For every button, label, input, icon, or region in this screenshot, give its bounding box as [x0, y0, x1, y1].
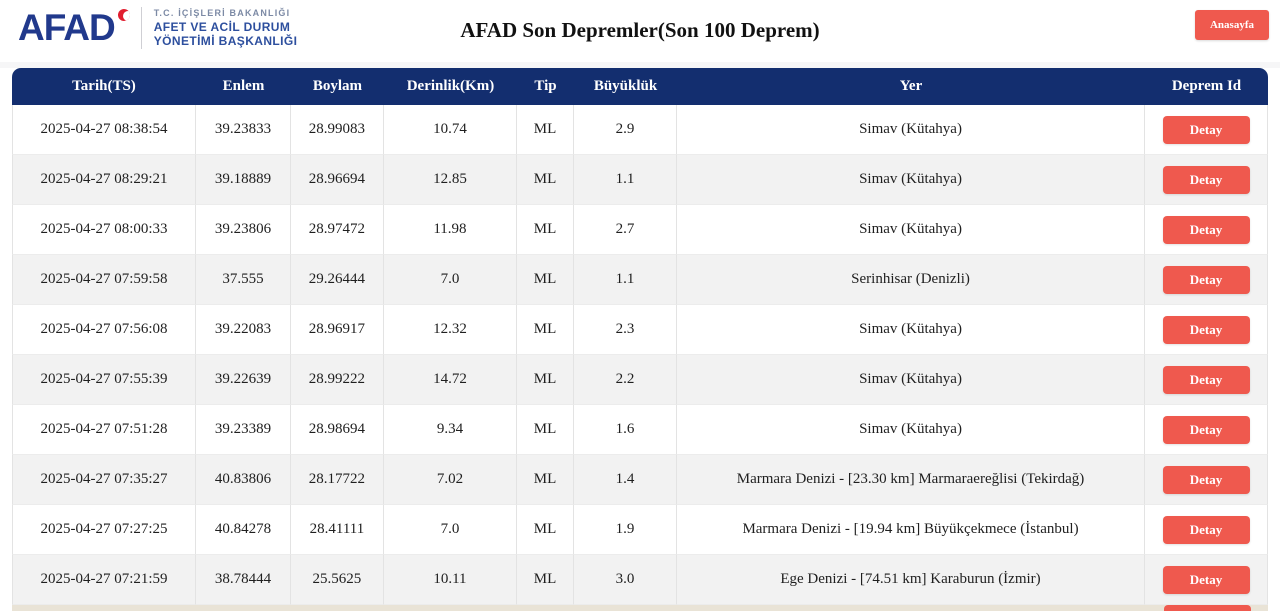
- cell-yer: Simav (Kütahya): [677, 205, 1145, 255]
- cell-enlem: 38.78444: [196, 555, 291, 605]
- cell-buyukluk: 3.0: [574, 555, 677, 605]
- col-header-boylam: Boylam: [291, 68, 384, 105]
- cell-enlem: 39.18889: [196, 155, 291, 205]
- cell-tarih: 2025-04-27 07:51:28: [12, 405, 196, 455]
- cell-deprem-id: [1145, 355, 1268, 405]
- partial-detay-button[interactable]: [1164, 605, 1251, 611]
- earthquake-table-container: [12, 68, 1268, 605]
- cell-derinlik: 11.98: [384, 205, 517, 255]
- cell-tarih: 2025-04-27 07:56:08: [12, 305, 196, 355]
- cell-tip: ML: [517, 555, 574, 605]
- cell-buyukluk: 1.9: [574, 505, 677, 555]
- cell-derinlik: 7.0: [384, 505, 517, 555]
- cell-derinlik: 12.85: [384, 155, 517, 205]
- cell-buyukluk: 1.6: [574, 405, 677, 455]
- cell-boylam: 28.99083: [291, 105, 384, 155]
- table-row: [12, 255, 1268, 305]
- cell-boylam: 28.96694: [291, 155, 384, 205]
- cell-enlem: 39.23833: [196, 105, 291, 155]
- ministry-line-3: YÖNETİMİ BAŞKANLIĞI: [153, 34, 298, 48]
- detay-button[interactable]: Detay: [1163, 166, 1250, 194]
- cell-yer: Simav (Kütahya): [677, 305, 1145, 355]
- cell-enlem: 39.22639: [196, 355, 291, 405]
- cell-tarih: 2025-04-27 07:21:59: [12, 555, 196, 605]
- afad-logo-text: AFAD: [18, 7, 115, 48]
- cell-yer: Serinhisar (Denizli): [677, 255, 1145, 305]
- detay-button[interactable]: Detay: [1163, 516, 1250, 544]
- detay-button[interactable]: Detay: [1163, 216, 1250, 244]
- cell-tip: ML: [517, 405, 574, 455]
- cell-tarih: 2025-04-27 08:00:33: [12, 205, 196, 255]
- cell-buyukluk: 1.4: [574, 455, 677, 505]
- cell-tarih: 2025-04-27 07:27:25: [12, 505, 196, 555]
- cell-buyukluk: 1.1: [574, 255, 677, 305]
- detay-button[interactable]: Detay: [1163, 466, 1250, 494]
- cell-boylam: 28.96917: [291, 305, 384, 355]
- col-header-deprem-id: Deprem Id: [1145, 68, 1268, 105]
- cell-enlem: 39.22083: [196, 305, 291, 355]
- cell-tarih: 2025-04-27 07:55:39: [12, 355, 196, 405]
- cell-enlem: 39.23389: [196, 405, 291, 455]
- table-row: [12, 305, 1268, 355]
- cell-tip: ML: [517, 305, 574, 355]
- cell-buyukluk: 2.7: [574, 205, 677, 255]
- cell-tip: ML: [517, 505, 574, 555]
- cell-deprem-id: [1145, 305, 1268, 355]
- ministry-line-2: AFET VE ACİL DURUM: [153, 20, 291, 34]
- cell-tip: ML: [517, 355, 574, 405]
- table-row: [12, 155, 1268, 205]
- cell-boylam: 28.99222: [291, 355, 384, 405]
- detay-button[interactable]: Detay: [1163, 416, 1250, 444]
- cell-boylam: 28.17722: [291, 455, 384, 505]
- cell-yer: Marmara Denizi - [23.30 km] Marmaraereğlisi (Tekirdağ): [677, 455, 1145, 505]
- detay-button[interactable]: Detay: [1163, 566, 1250, 594]
- cell-derinlik: 10.11: [384, 555, 517, 605]
- table-row: [12, 205, 1268, 255]
- cell-tip: ML: [517, 205, 574, 255]
- table-row: [12, 405, 1268, 455]
- cell-buyukluk: 2.3: [574, 305, 677, 355]
- table-row: [12, 555, 1268, 605]
- col-header-yer: Yer: [677, 68, 1145, 105]
- cell-yer: Ege Denizi - [74.51 km] Karaburun (İzmir): [677, 555, 1145, 605]
- cell-boylam: 29.26444: [291, 255, 384, 305]
- anasayfa-button[interactable]: Anasayfa: [1195, 10, 1269, 40]
- cell-derinlik: 14.72: [384, 355, 517, 405]
- cell-deprem-id: [1145, 255, 1268, 305]
- cell-buyukluk: 2.9: [574, 105, 677, 155]
- cell-enlem: 37.555: [196, 255, 291, 305]
- col-header-enlem: Enlem: [196, 68, 291, 105]
- cell-boylam: 28.41111: [291, 505, 384, 555]
- cell-deprem-id: [1145, 155, 1268, 205]
- cell-derinlik: 12.32: [384, 305, 517, 355]
- cell-deprem-id: [1145, 205, 1268, 255]
- cell-yer: Simav (Kütahya): [677, 105, 1145, 155]
- cell-deprem-id: [1145, 505, 1268, 555]
- table-row: [12, 455, 1268, 505]
- cell-tip: ML: [517, 155, 574, 205]
- cell-tarih: 2025-04-27 08:29:21: [12, 155, 196, 205]
- cell-deprem-id: [1145, 455, 1268, 505]
- detay-button[interactable]: Detay: [1163, 366, 1250, 394]
- cell-enlem: 40.83806: [196, 455, 291, 505]
- col-header-tarih: Tarih(TS): [12, 68, 196, 105]
- cell-yer: Simav (Kütahya): [677, 405, 1145, 455]
- cell-boylam: 28.98694: [291, 405, 384, 455]
- page-title: AFAD Son Depremler(Son 100 Deprem): [460, 18, 820, 42]
- cell-derinlik: 9.34: [384, 405, 517, 455]
- earthquake-table: [12, 68, 1268, 605]
- cell-boylam: 25.5625: [291, 555, 384, 605]
- cell-deprem-id: [1145, 555, 1268, 605]
- cell-enlem: 40.84278: [196, 505, 291, 555]
- col-header-tip: Tip: [517, 68, 574, 105]
- cell-tarih: 2025-04-27 07:35:27: [12, 455, 196, 505]
- cell-yer: Simav (Kütahya): [677, 155, 1145, 205]
- top-bar: [0, 0, 1280, 62]
- col-header-derinlik: Derinlik(Km): [384, 68, 517, 105]
- cell-yer: Simav (Kütahya): [677, 355, 1145, 405]
- cell-tip: ML: [517, 255, 574, 305]
- table-row: [12, 505, 1268, 555]
- cell-tarih: 2025-04-27 08:38:54: [12, 105, 196, 155]
- table-header: [12, 68, 1268, 105]
- cell-boylam: 28.97472: [291, 205, 384, 255]
- cell-buyukluk: 1.1: [574, 155, 677, 205]
- cell-derinlik: 7.0: [384, 255, 517, 305]
- cell-yer: Marmara Denizi - [19.94 km] Büyükçekmece (İstanbul): [677, 505, 1145, 555]
- detay-button[interactable]: Detay: [1163, 266, 1250, 294]
- partially-visible-next-row: [12, 605, 1268, 611]
- cell-enlem: 39.23806: [196, 205, 291, 255]
- detay-button[interactable]: Detay: [1163, 316, 1250, 344]
- cell-deprem-id: [1145, 105, 1268, 155]
- cell-tip: ML: [517, 455, 574, 505]
- detay-button[interactable]: Detay: [1163, 116, 1250, 144]
- cell-tip: ML: [517, 105, 574, 155]
- ministry-line-1: T.C. İÇİŞLERİ BAKANLIĞI: [153, 8, 291, 18]
- cell-buyukluk: 2.2: [574, 355, 677, 405]
- table-row: [12, 105, 1268, 155]
- cell-tarih: 2025-04-27 07:59:58: [12, 255, 196, 305]
- cell-derinlik: 7.02: [384, 455, 517, 505]
- cell-deprem-id: [1145, 405, 1268, 455]
- table-row: [12, 355, 1268, 405]
- col-header-buyukluk: Büyüklük: [574, 68, 677, 105]
- cell-derinlik: 10.74: [384, 105, 517, 155]
